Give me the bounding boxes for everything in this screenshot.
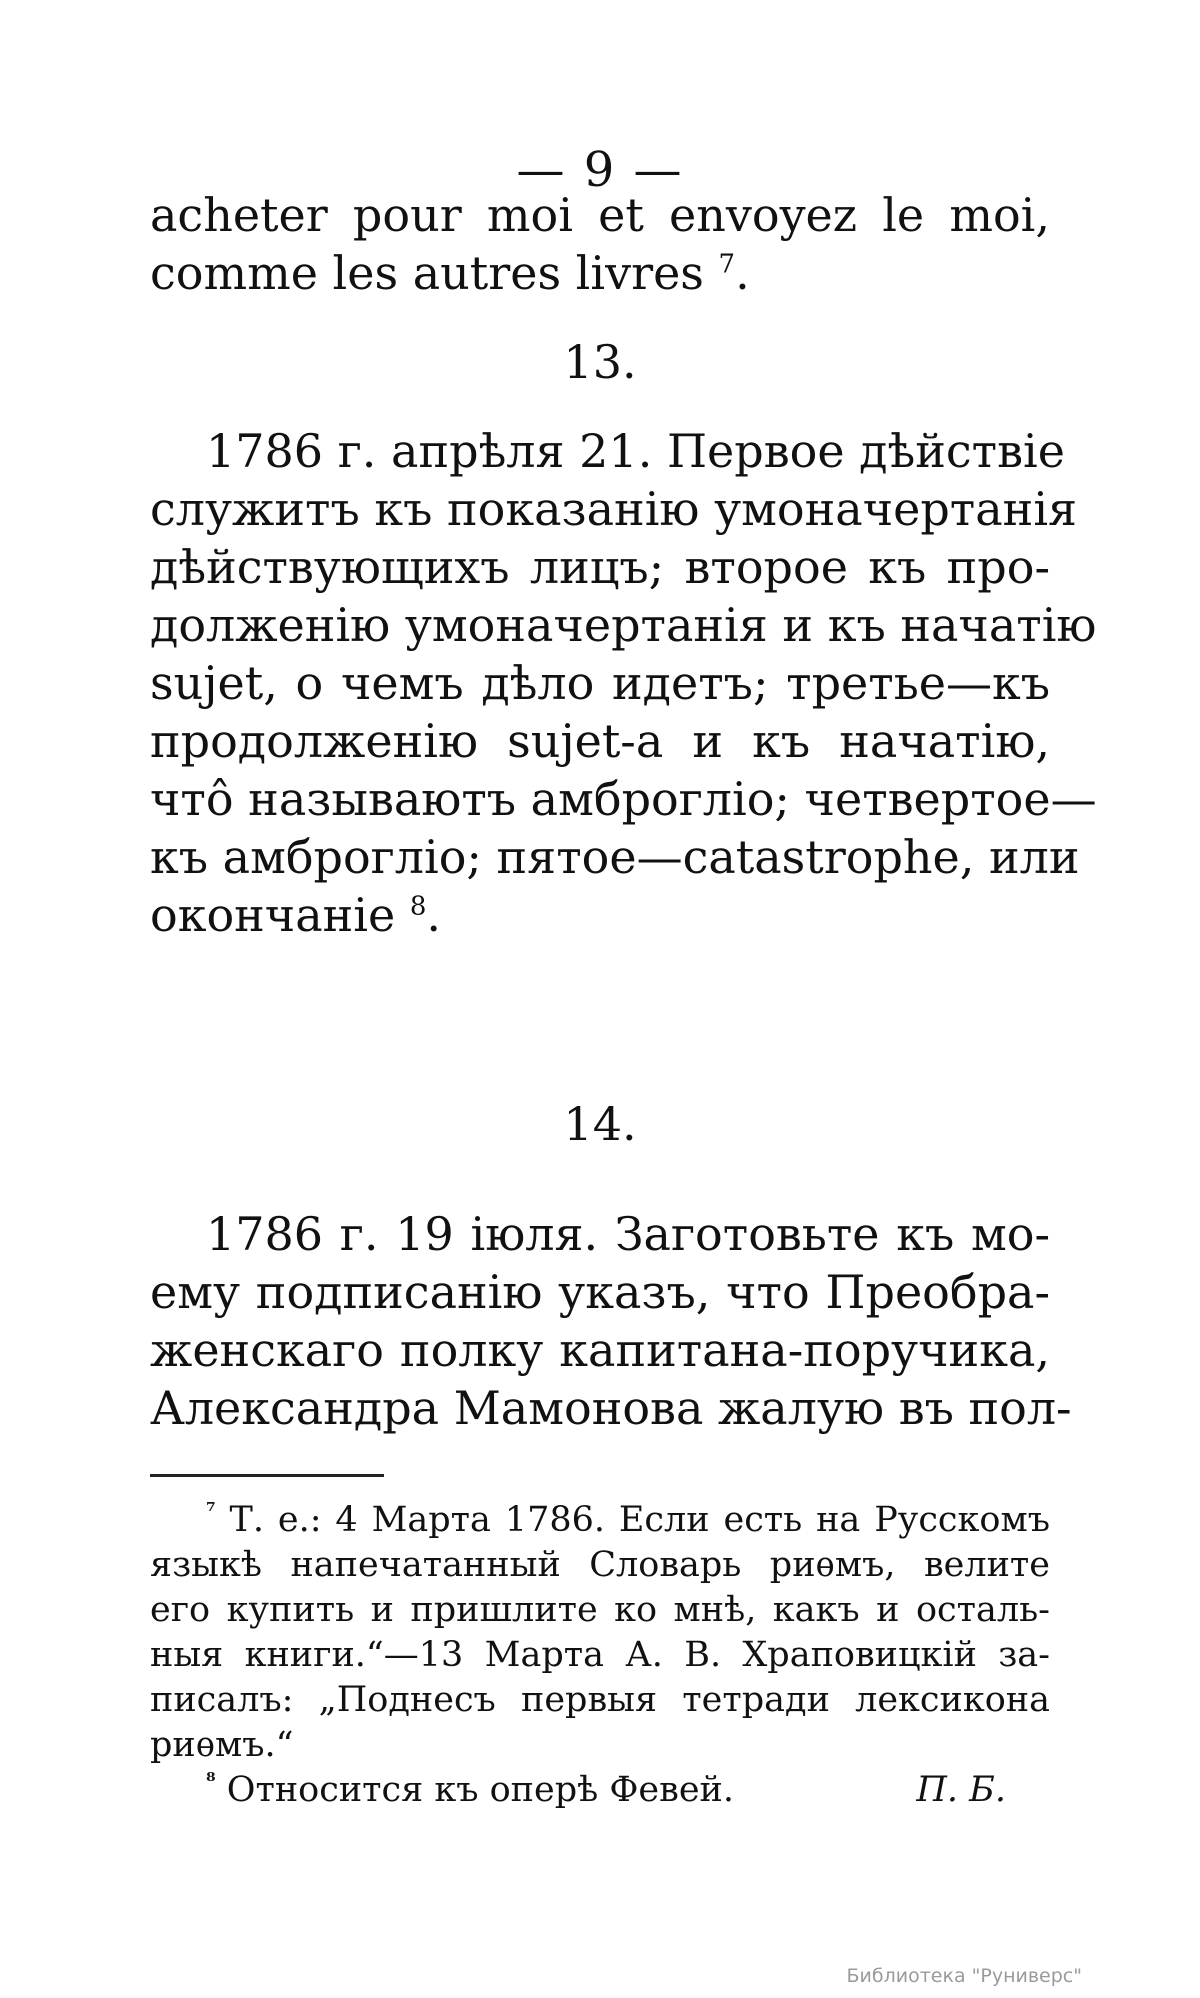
footnote-ref-8: 8 — [409, 891, 427, 922]
letter-14-number: 14. — [563, 1097, 637, 1151]
text-line: Александра Мамонова жалую въ пол- — [150, 1381, 1072, 1435]
footnote-7-line: языкѣ напечатанный Словарь риѳмъ, велите — [150, 1545, 1050, 1585]
end-punctuation: . — [735, 246, 750, 300]
text-line: 1786 г. 19 іюля. Заготовьте къ мо- — [206, 1207, 1050, 1261]
text-line: продолженію sujet-a и къ начатію, — [150, 714, 1050, 768]
text-line: служитъ къ показанію умоначертанія — [150, 482, 1078, 536]
footnote-7-line: писалъ: „Поднесъ первыя тетради лексикона — [150, 1680, 1050, 1720]
footnote-7-text: Т. е.: 4 Марта 1786. Если есть на Русскомъ — [229, 1500, 1050, 1540]
library-watermark: Библиотека "Руниверс" — [846, 1965, 1082, 1987]
footnote-8-text: Относится къ оперѣ Февей. — [226, 1770, 734, 1810]
footnote-7-line — [150, 1498, 1050, 1543]
text-line: дѣйствующихъ лицъ; второе къ про- — [150, 540, 1050, 594]
footnote-ref-7: 7 — [718, 249, 736, 280]
page-number: — 9 — — [516, 142, 684, 198]
text-line: 1786 г. апрѣля 21. Первое дѣйствіе — [206, 424, 1065, 478]
footnote-mark-8: ⁸ — [206, 1768, 216, 1795]
footnote-mark-7: ⁷ — [206, 1498, 216, 1525]
end-punctuation: . — [426, 888, 442, 942]
text-line — [150, 886, 1050, 944]
text-fragment: окончаніе — [150, 888, 396, 942]
footnote-8 — [150, 1768, 1050, 1813]
footnotes — [150, 1498, 1050, 1813]
editor-signature: П. Б. — [916, 1770, 1006, 1810]
text-line: къ амброгліо; пятое—catastrophe, или — [150, 830, 1080, 884]
footnote-7-line: риѳмъ.“ — [150, 1725, 294, 1765]
letter-13-body — [150, 422, 1097, 944]
text-line: женскаго полку капитана-поручика, — [150, 1323, 1050, 1377]
text-line: sujet, о чемъ дѣло идетъ; третье—къ — [150, 656, 1050, 710]
letter-13-number: 13. — [563, 335, 637, 389]
letter-14-body — [150, 1205, 1072, 1437]
footnote-7-line: ныя книги.“—13 Марта А. В. Храповицкій за- — [150, 1635, 1050, 1675]
text-line — [150, 244, 1050, 302]
text-line: что̂ называютъ амброгліо; четвертое— — [150, 772, 1097, 826]
text-line: долженію умоначертанія и къ начатію — [150, 598, 1097, 652]
letter-12-continuation — [150, 186, 1050, 302]
footnote-7-line: его купить и пришлите ко мнѣ, какъ и осталь- — [150, 1590, 1050, 1630]
book-page — [150, 0, 1097, 1998]
text-fragment: comme les autres livres — [150, 246, 704, 300]
footnote-8-text-wrap — [206, 1768, 734, 1813]
text-line: ему подписанію указъ, что Преобра- — [150, 1265, 1050, 1319]
footnote-divider — [150, 1474, 384, 1477]
text-line: acheter pour moi et envoyez le moi, — [150, 188, 1050, 242]
